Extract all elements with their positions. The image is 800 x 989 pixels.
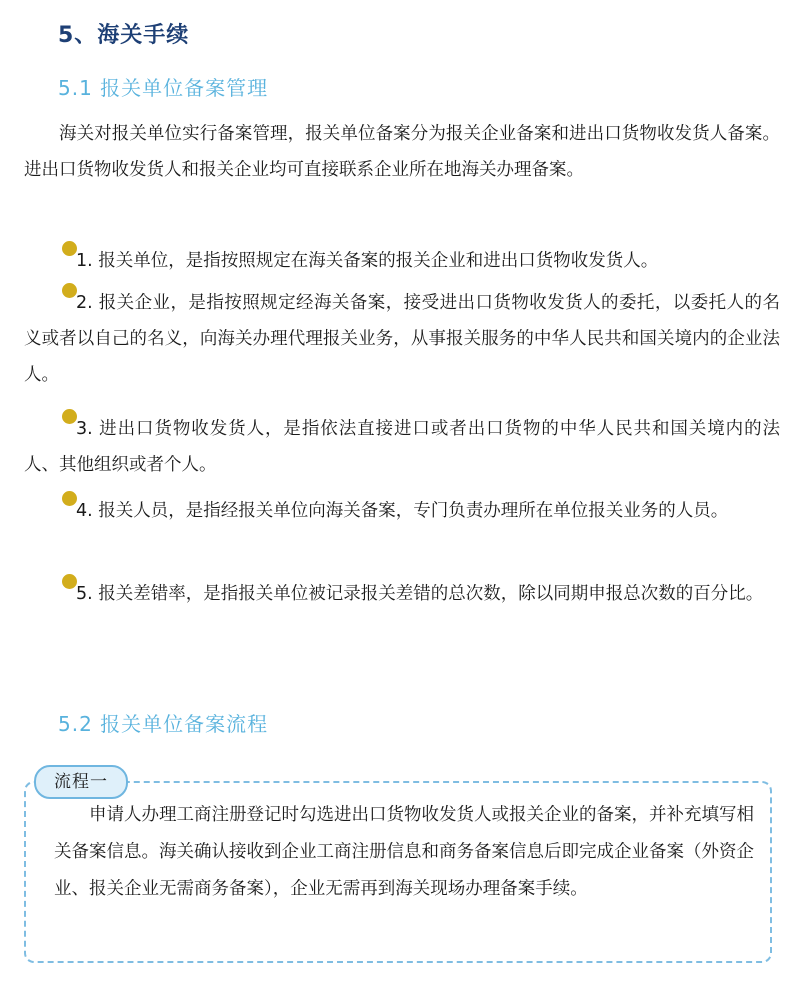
list-item xyxy=(24,243,780,279)
intro-paragraph: 海关对报关单位实行备案管理，报关单位备案分为报关企业备案和进出口货物收发货人备案。进出口货物收发货人和报关企业均可直接联系企业所在地海关办理备案。 xyxy=(24,124,780,180)
bullet-icon xyxy=(62,241,77,256)
list-item-text: 3. 进出口货物收发货人，是指依法直接进口或者出口货物的中华人民共和国关境内的法人、其他组织或者个人。 xyxy=(24,419,780,475)
list-item-text: 5. 报关差错率，是指报关单位被记录报关差错的总次数，除以同期申报总次数的百分比。 xyxy=(76,584,764,604)
subsection-title-5-2: 5.2 报关单位备案流程 xyxy=(58,712,269,736)
subsection-title-5-1: 5.1 报关单位备案管理 xyxy=(58,76,269,100)
list-item xyxy=(24,285,780,393)
list-item-text: 2. 报关企业，是指按照规定经海关备案，接受进出口货物收发货人的委托，以委托人的名义或者以自己的名义，向海关办理代理报关业务，从事报关服务的中华人民共和国关境内的企业法人。 xyxy=(24,293,780,385)
list-item-text: 4. 报关人员，是指经报关单位向海关备案，专门负责办理所在单位报关业务的人员。 xyxy=(76,501,729,521)
list-item-text: 1. 报关单位，是指按照规定在海关备案的报关企业和进出口货物收发货人。 xyxy=(76,251,659,271)
list-item xyxy=(24,493,780,529)
list-item xyxy=(24,411,780,483)
list-item xyxy=(24,576,780,612)
bullet-icon xyxy=(62,574,77,589)
bullet-icon xyxy=(62,491,77,506)
flow-text: 申请人办理工商注册登记时勾选进出口货物收发货人或报关企业的备案，并补充填写相关备案信息。海关确认接收到企业工商注册信息和商务备案信息后即完成企业备案（外资企业、报关企业无需商务备案），企业无需再到海关现场办理备案手续。 xyxy=(54,805,754,899)
bullet-icon xyxy=(62,409,77,424)
bullet-icon xyxy=(62,283,77,298)
section-title: 5、海关手续 xyxy=(58,23,190,48)
flow-tag: 流程一 xyxy=(34,765,128,799)
